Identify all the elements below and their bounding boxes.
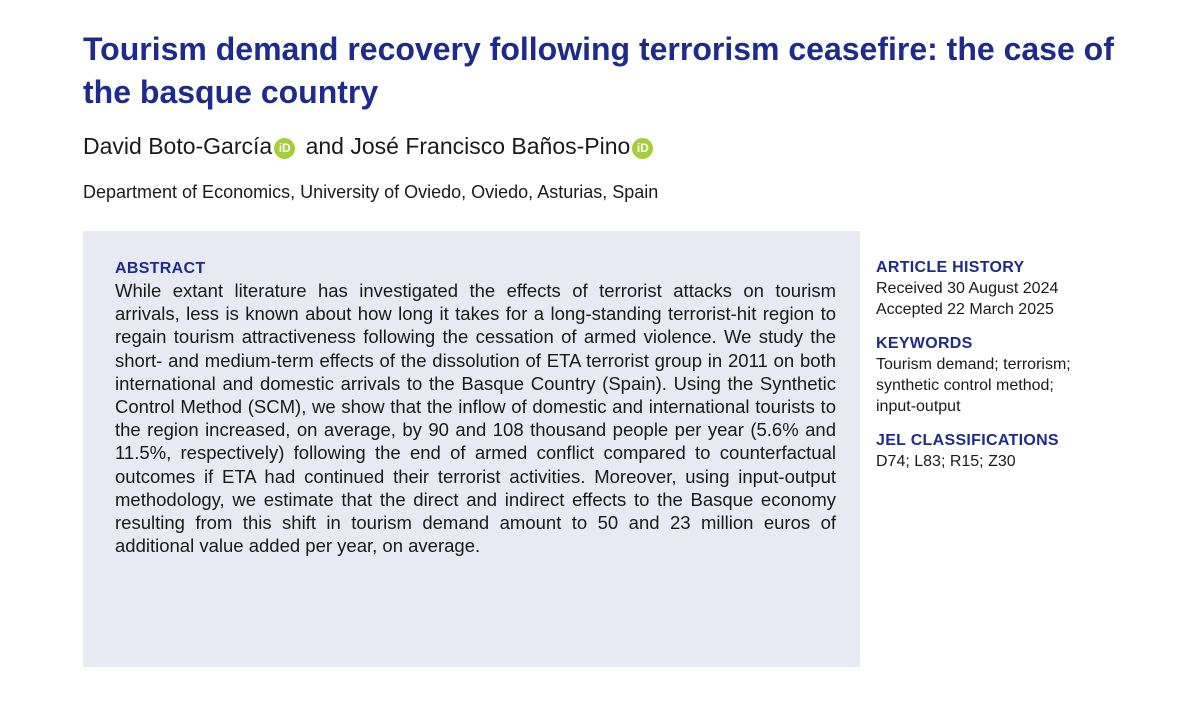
article-sidebar <box>876 258 1176 486</box>
accepted-date: Accepted 22 March 2025 <box>876 301 1054 318</box>
article-history <box>876 258 1176 320</box>
author-name: José Francisco Baños-Pino <box>350 133 631 159</box>
keywords <box>876 334 1176 417</box>
article-history-heading: ARTICLE HISTORY <box>876 259 1025 276</box>
orcid-icon[interactable]: iD <box>274 138 295 159</box>
abstract-heading: ABSTRACT <box>115 260 206 277</box>
author-separator: and <box>305 133 344 159</box>
received-date: Received 30 August 2024 <box>876 280 1059 297</box>
paper-title: Tourism demand recovery following terrorism ceasefire: the case of the basque country <box>83 31 1114 110</box>
affiliation: Department of Economics, University of Oviedo, Oviedo, Asturias, Spain <box>83 182 659 202</box>
abstract-box <box>83 231 860 667</box>
author-line <box>83 131 657 161</box>
jel-heading: JEL CLASSIFICATIONS <box>876 432 1059 449</box>
keywords-text: Tourism demand; terrorism; synthetic control method; input-output <box>876 356 1071 415</box>
keywords-heading: KEYWORDS <box>876 335 973 352</box>
jel-text: D74; L83; R15; Z30 <box>876 453 1016 470</box>
jel-classifications <box>876 431 1176 472</box>
abstract-text: While extant literature has investigated the effects of terrorist attacks on tourism arrivals, less is known about how long it takes for a long-standing terrorist-hit region to regain tourism attractiveness following the cessation of armed violence. We study the short- and medium-term effects of the dissolution of ETA terrorist group in 2011 on both international and domestic arrivals to the Basque Country (Spain). Using the Synthetic Control Method (SCM), we show that the inflow of domestic and international tourists to the region increased, on average, by 90 and 108 thousand people per year (5.6% and 11.5%, respectively) following the end of armed conflict compared to counterfactual outcomes if ETA had continued their terrorist activities. Moreover, using input-output methodology, we estimate that the direct and indirect effects to the Basque economy resulting from this shift in tourism demand amount to 50 and 23 million euros of additional value added per year, on average. <box>115 280 836 557</box>
orcid-icon[interactable]: iD <box>632 138 653 159</box>
author-name: David Boto-García <box>83 133 273 159</box>
